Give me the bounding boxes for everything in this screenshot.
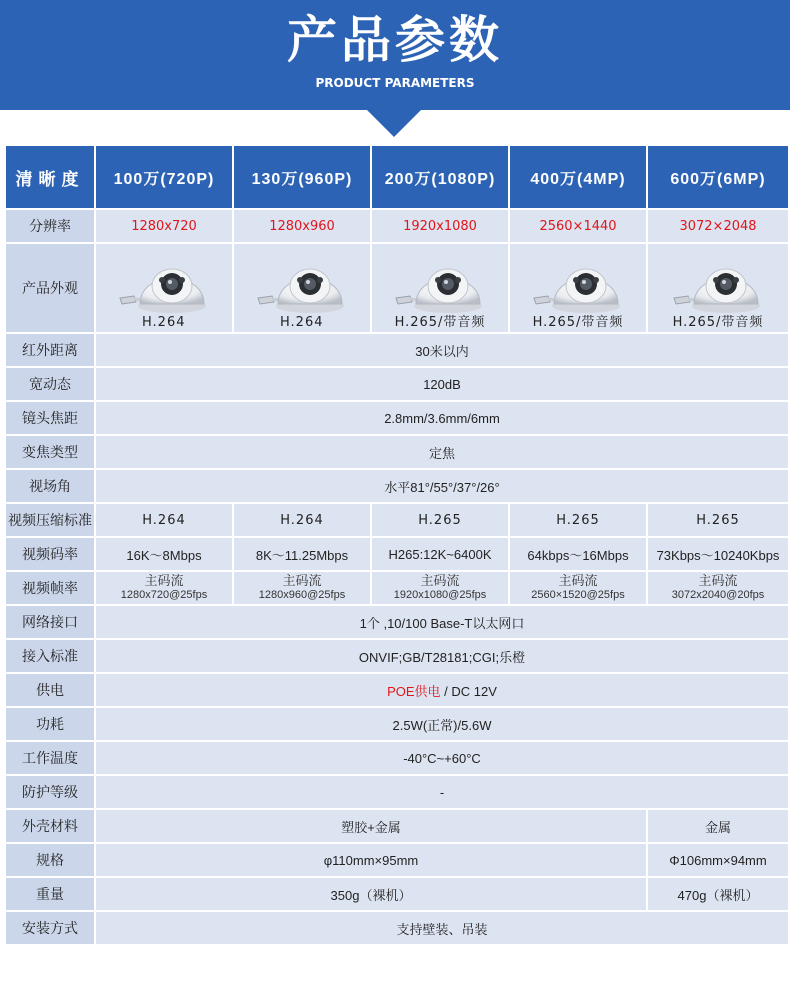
row-label: 产品外观 [6,244,96,334]
banner-notch [366,109,422,137]
size-value-6mp: Φ106mm×94mm [648,844,790,878]
row-label: 变焦类型 [6,436,96,470]
product-image-cell [372,244,510,334]
row-label: 视场角 [6,470,96,504]
header-col-1: 100万(720P) [96,146,234,210]
row-fov [6,470,790,504]
row-label: 视频码率 [6,538,96,572]
dome-camera-icon [668,246,768,318]
header-col-2: 130万(960P) [234,146,372,210]
product-image-cell [234,244,372,334]
row-ir-distance [6,334,790,368]
row-bitrate [6,538,790,572]
camera-caption: H.265/带音频 [672,315,764,330]
row-consumption [6,708,790,742]
header-col-4: 400万(4MP) [510,146,648,210]
row-temperature [6,742,790,776]
row-lens [6,402,790,436]
resolution-value: 1920x1080 [372,210,510,244]
wdr-value: 120dB [96,368,790,402]
framerate-text: 2560×1520@25fps [531,589,625,601]
framerate-value [234,572,372,606]
row-label: 红外距离 [6,334,96,368]
header-col-3: 200万(1080P) [372,146,510,210]
weight-value: 350g（裸机） [96,878,648,912]
protocol-value: ONVIF;GB/T28181;CGI;乐橙 [96,640,790,674]
row-label: 供电 [6,674,96,708]
spec-table [6,146,790,946]
temperature-value: -40°C~+60°C [96,742,790,776]
mount-value: 支持壁装、吊装 [96,912,790,946]
stream-label: 主码流 [698,573,738,588]
page-subtitle: PRODUCT PARAMETERS [315,76,475,90]
header-row [6,146,790,210]
framerate-value [96,572,234,606]
dome-camera-icon [252,246,352,318]
fov-value: 水平81°/55°/37°/26° [96,470,790,504]
row-label: 镜头焦距 [6,402,96,436]
housing-value-6mp: 金属 [648,810,790,844]
framerate-value [510,572,648,606]
lens-value: 2.8mm/3.6mm/6mm [96,402,790,436]
compression-value: H.265 [372,504,510,538]
compression-value: H.265 [648,504,790,538]
title-banner [0,0,790,110]
row-housing [6,810,790,844]
row-weight [6,878,790,912]
framerate-value [372,572,510,606]
resolution-value: 2560×1440 [510,210,648,244]
row-power [6,674,790,708]
compression-value: H.264 [96,504,234,538]
camera-caption: H.265/带音频 [532,315,624,330]
row-label: 视频帧率 [6,572,96,606]
row-label: 重量 [6,878,96,912]
row-label: 宽动态 [6,368,96,402]
row-label: 规格 [6,844,96,878]
row-label: 视频压缩标准 [6,504,96,538]
dome-camera-icon [114,246,214,318]
row-label: 网络接口 [6,606,96,640]
framerate-text: 1280x960@25fps [258,589,346,601]
row-protocol [6,640,790,674]
housing-value: 塑胶+金属 [96,810,648,844]
row-label: 安装方式 [6,912,96,946]
zoom-type-value: 定焦 [96,436,790,470]
consumption-value: 2.5W(正常)/5.6W [96,708,790,742]
camera-caption: H.264 [142,315,186,330]
row-framerate [6,572,790,606]
row-mount [6,912,790,946]
row-zoom-type [6,436,790,470]
row-label: 功耗 [6,708,96,742]
stream-label: 主码流 [420,573,460,588]
row-compression [6,504,790,538]
protection-value: - [96,776,790,810]
row-appearance [6,244,790,334]
dc-text: / DC 12V [440,683,497,699]
compression-value: H.265 [510,504,648,538]
resolution-value: 3072×2048 [648,210,790,244]
row-label: 接入标准 [6,640,96,674]
framerate-text: 1920x1080@25fps [393,589,487,601]
framerate-text: 1280x720@25fps [120,589,208,601]
resolution-value: 1280x720 [96,210,234,244]
bitrate-value: 16K～8Mbps [96,538,234,572]
size-value: φ110mm×95mm [96,844,648,878]
row-label: 工作温度 [6,742,96,776]
compression-value: H.264 [234,504,372,538]
weight-value-6mp: 470g（裸机） [648,878,790,912]
product-image-cell [648,244,790,334]
row-label: 外壳材料 [6,810,96,844]
camera-caption: H.264 [280,315,324,330]
row-size [6,844,790,878]
network-value: 1个 ,10/100 Base-T以太网口 [96,606,790,640]
stream-label: 主码流 [558,573,598,588]
row-network [6,606,790,640]
header-col-5: 600万(6MP) [648,146,790,210]
bitrate-value: 73Kbps～10240Kbps [648,538,790,572]
row-resolution [6,210,790,244]
bitrate-value: 8K～11.25Mbps [234,538,372,572]
dome-camera-icon [390,246,490,318]
framerate-text: 3072x2040@20fps [671,589,765,601]
row-label: 防护等级 [6,776,96,810]
product-image-cell [96,244,234,334]
ir-distance-value: 30米以内 [96,334,790,368]
power-value [96,674,790,708]
product-image-cell [510,244,648,334]
bitrate-value: H265:12K~6400K [372,538,510,572]
bitrate-value: 64kbps～16Mbps [510,538,648,572]
resolution-value: 1280x960 [234,210,372,244]
row-protection [6,776,790,810]
framerate-value [648,572,790,606]
row-label: 分辨率 [6,210,96,244]
stream-label: 主码流 [144,573,184,588]
row-wdr [6,368,790,402]
stream-label: 主码流 [282,573,322,588]
camera-caption: H.265/带音频 [394,315,486,330]
poe-text: POE供电 [387,683,441,699]
header-corner: 清晰度 [6,146,96,210]
dome-camera-icon [528,246,628,318]
page-title: 产品参数 [287,11,503,69]
